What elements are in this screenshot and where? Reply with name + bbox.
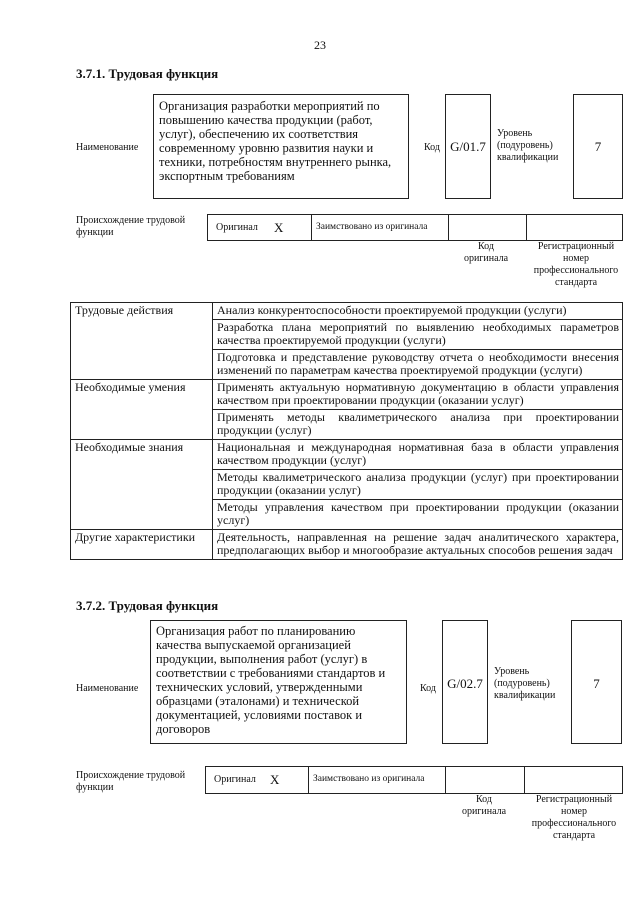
original-label: Оригинал bbox=[216, 222, 258, 233]
borrowed-label: Заимствовано из оригинала bbox=[313, 774, 425, 784]
origin-row bbox=[207, 214, 623, 241]
level-value: 7 bbox=[594, 139, 602, 154]
code-value: G/02.7 bbox=[447, 676, 483, 691]
origin-label: Происхождение трудовой функции bbox=[76, 215, 186, 238]
table-row bbox=[71, 529, 623, 559]
page-number: 23 bbox=[314, 38, 326, 52]
name-text: Организация разработки мероприятий по повышению качества продукции (работ, услуг), обеспечению их соответствия современному уровню развития науки и техники, потребностям внутреннего рынка, экспортным требованиям bbox=[159, 99, 392, 183]
name-text: Организация работ по планированию качества выпускаемой организацией продукции, выполнения работ (услуг) в соответствии с требованиями стандартов и технических условий, утвержденными образцами (эталонами) и технической документацией, условиями поставок и договоров bbox=[156, 624, 386, 736]
borrowed-label: Заимствовано из оригинала bbox=[316, 222, 428, 232]
category-cell: Необходимые умения bbox=[71, 379, 213, 439]
level-box bbox=[571, 620, 622, 744]
category-cell: Трудовые действия bbox=[71, 303, 213, 380]
item-cell: Применять актуальную нормативную документацию в области управления качеством при проектировании продукции (оказании услуг) bbox=[213, 379, 623, 409]
item-cell: Разработка плана мероприятий по выявлению необходимых параметров качества проектируемой продукции (услуги) bbox=[213, 319, 623, 349]
category-cell: Необходимые знания bbox=[71, 439, 213, 529]
details-table bbox=[70, 302, 623, 560]
item-cell: Национальная и международная нормативная база в области управления качеством продукции (услуг) bbox=[213, 439, 623, 469]
level-box bbox=[573, 94, 623, 199]
code-box bbox=[442, 620, 488, 744]
level-label: Уровень (подуровень) квалификации bbox=[494, 666, 556, 701]
name-label: Наименование bbox=[76, 142, 139, 153]
code-original-label: Код оригинала bbox=[461, 794, 507, 817]
reg-number-label: Регистрационный номер профессионального стандарта bbox=[531, 794, 617, 841]
code-label: Код bbox=[424, 142, 440, 153]
code-value: G/01.7 bbox=[450, 139, 486, 154]
code-box bbox=[445, 94, 491, 199]
level-value: 7 bbox=[593, 676, 600, 691]
table-row bbox=[71, 303, 623, 320]
origin-row bbox=[205, 766, 623, 794]
reg-number-label: Регистрационный номер профессионального стандарта bbox=[533, 241, 619, 288]
item-cell: Подготовка и представление руководству отчета о необходимости внесения изменений по параметрам качества проектируемой продукции (услуги) bbox=[213, 349, 623, 379]
item-cell: Применять методы квалиметрического анализа при проектировании продукции (услуг) bbox=[213, 409, 623, 439]
name-box bbox=[150, 620, 407, 744]
table-row bbox=[71, 379, 623, 409]
level-label: Уровень (подуровень) квалификации bbox=[497, 128, 559, 163]
table-row bbox=[71, 439, 623, 469]
code-original-label: Код оригинала bbox=[463, 241, 509, 264]
item-cell: Деятельность, направленная на решение задач аналитического характера, предполагающих выбор и многообразие актуальных способов решения задач bbox=[213, 529, 623, 559]
code-label: Код bbox=[420, 683, 436, 694]
category-cell: Другие характеристики bbox=[71, 529, 213, 559]
section-title: 3.7.1. Трудовая функция bbox=[76, 66, 219, 81]
name-box bbox=[153, 94, 409, 199]
section-title: 3.7.2. Трудовая функция bbox=[76, 598, 219, 613]
original-mark: X bbox=[274, 220, 284, 235]
item-cell: Анализ конкурентоспособности проектируемой продукции (услуги) bbox=[213, 303, 623, 320]
item-cell: Методы управления качеством при проектировании продукции (оказании услуг) bbox=[213, 499, 623, 529]
name-label: Наименование bbox=[76, 683, 139, 694]
original-label: Оригинал bbox=[214, 774, 256, 785]
original-mark: X bbox=[270, 772, 280, 787]
item-cell: Методы квалиметрического анализа продукции (услуг) при проектировании продукции (оказании услуг) bbox=[213, 469, 623, 499]
origin-label: Происхождение трудовой функции bbox=[76, 770, 186, 793]
